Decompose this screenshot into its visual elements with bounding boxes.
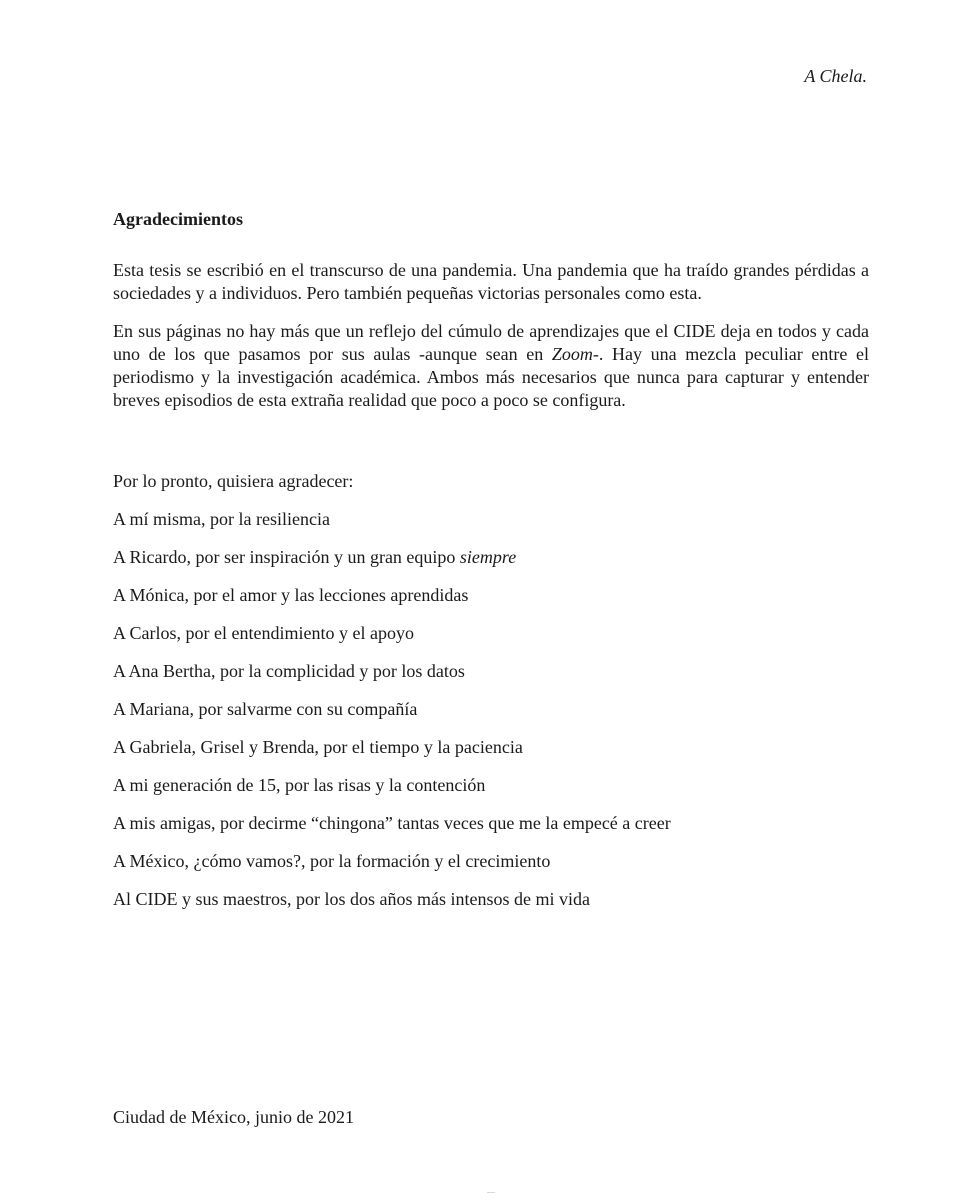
list-item: Al CIDE y sus maestros, por los dos años más intensos de mi vida [113, 889, 590, 909]
list-item: A México, ¿cómo vamos?, por la formación y el crecimiento [113, 851, 551, 871]
list-item: A Ana Bertha, por la complicidad y por los datos [113, 661, 465, 681]
thanks-intro: Por lo pronto, quisiera agradecer: [113, 471, 354, 491]
italic-word: siempre [459, 547, 517, 567]
thanks-list [113, 508, 671, 926]
list-item-text: A Ricardo, por ser inspiración y un gran equipo [113, 547, 460, 567]
paragraph-1: Esta tesis se escribió en el transcurso de una pandemia. Una pandemia que ha traído grandes pérdidas a sociedades y a individuos. Pero también pequeñas victorias personales como esta. [113, 260, 869, 303]
closing-place-date: Ciudad de México, junio de 2021 [113, 1107, 354, 1127]
page-title: Agradecimientos [113, 209, 243, 229]
list-item: A Mónica, por el amor y las lecciones aprendidas [113, 585, 469, 605]
paragraph-2 [113, 320, 869, 412]
list-item: A mí misma, por la resiliencia [113, 509, 330, 529]
zoom-word: Zoom [551, 344, 593, 364]
list-item: A mi generación de 15, por las risas y la contención [113, 775, 486, 795]
paragraph-2-part-2: -. Hay una mezcla peculiar entre el periodismo y la investigación académica. Ambos más necesarios que nunca para capturar y entender breves episodios de esta extraña realidad que poco a poco se configura. [113, 344, 869, 410]
list-item: A Mariana, por salvarme con su compañía [113, 699, 418, 719]
list-item: A mis amigas, por decirme “chingona” tantas veces que me la empecé a creer [113, 813, 671, 833]
paragraph-2-part-1: En sus páginas no hay más que un reflejo del cúmulo de aprendizajes que el CIDE deja en todos y cada uno de los que pasamos por sus aulas -aunque sean en [113, 321, 869, 364]
dedication: A Chela. [804, 66, 867, 86]
list-item [113, 546, 671, 584]
page-mark [487, 1192, 495, 1193]
list-item: A Carlos, por el entendimiento y el apoyo [113, 623, 414, 643]
list-item: A Gabriela, Grisel y Brenda, por el tiempo y la paciencia [113, 737, 523, 757]
